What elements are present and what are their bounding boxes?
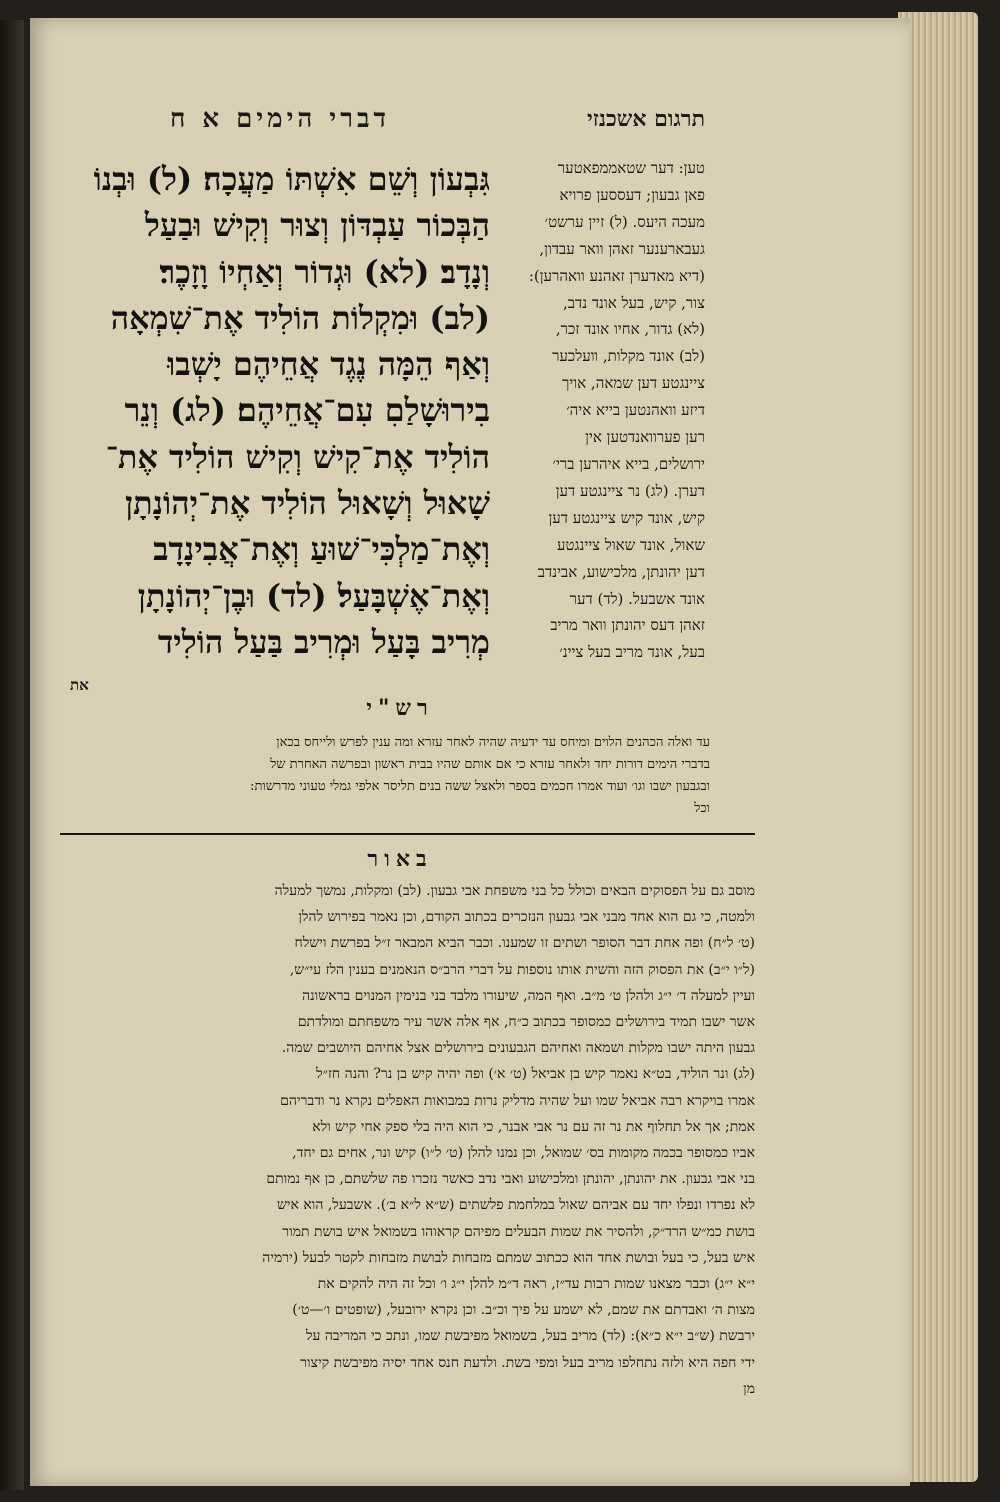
section-divider bbox=[60, 833, 755, 835]
page-title-translation: תרגום אשכנזי bbox=[586, 106, 705, 132]
biur-heading: באור bbox=[367, 846, 433, 872]
main-text-line: הוֹלִיד אֶת־קִישׁ וְקִישׁ הוֹלִיד אֶת־ bbox=[105, 437, 490, 476]
translation-line: ציינגטע דען שמאה, אויך bbox=[562, 374, 705, 393]
translation-line: (לב) אונד מקלות, װעלכער bbox=[552, 347, 705, 366]
biur-line: אביו כמסופר בכמה מקומות בס׳ שמואל, וכן נמנו להלן (ט׳ ל״ו) קיש ונר, אחים גם יחד, bbox=[292, 1145, 755, 1162]
translation-line: בעל, אונד מריב בעל ציינ׳ bbox=[559, 643, 705, 662]
biur-line: מן bbox=[743, 1380, 755, 1397]
main-text-line: וְנָדָב׃ (לא) וּגְדוֹר וְאַחְיוֹ וָזָכֶר׃ bbox=[159, 252, 490, 291]
rashi-line: בדברי הימים דורות יחד ולאחר עזרא כי אם אותם שהיו בבית ראשון ובפרשה האחרת של bbox=[270, 757, 710, 772]
biur-line: איש בעל, כי בעל ובושת אחד הוא ככתוב שמתם מזבחות לבושת מזבחות לקטר לבעל (ירמיה bbox=[262, 1249, 755, 1266]
biur-line: גבעון היתה ישבו מקלות ושמאה ואחיהם הגבעונים בירושלים אצל אחיהם היושבים שמה. bbox=[281, 1040, 755, 1057]
biur-commentary bbox=[60, 878, 755, 1402]
book-spine-shadow bbox=[0, 20, 24, 1490]
biur-line: אמת; אך אל תחלוף את נר זה עם נר אבי אבנר, כי הוא היה בלי ספק אחי קיש ולא bbox=[312, 1118, 755, 1135]
main-text-line: גִּבְעוֹן וְשֵׁם אִשְׁתּוֹ מַעֲכָה׃ (ל) וּבְנוֹ bbox=[93, 160, 490, 198]
main-text-line: וְאֶת־מַלְכִּי־שׁוּעַ וְאֶת־אֲבִינָדָב bbox=[153, 530, 490, 569]
translation-line: דיזע וואהנטען בייא איה׳ bbox=[566, 401, 705, 420]
translation-line: געבארענער זאהן וואר עבדון, bbox=[539, 239, 705, 258]
biur-line: מצות ה׳ ואבדתם את שמם, לא ישמע על פיך וכ״ב. וכן נקרא ירובעל, (שופטים ו׳—ט׳) bbox=[292, 1302, 755, 1319]
translation-line: מעכה היעס. (ל) זיין ערשט׳ bbox=[544, 212, 705, 231]
translation-line: טען: דער שטאממפאטער bbox=[557, 159, 705, 177]
biur-line: ולמטה, כי גם הוא אחד מבני אבי גבעון הנזכרים בכתוב הקודם, וכן נאמר בפירוש להלן bbox=[298, 909, 755, 926]
translation-line: שאול, אונד שאול ציינגטע bbox=[556, 535, 705, 554]
translation-line: רען פערוואנדטען אין bbox=[585, 428, 705, 447]
translation-line: דערן. (לג) נר ציינגטע דען bbox=[555, 481, 705, 500]
main-text-line: הַבְּכוֹר עַבְדּוֹן וְצוּר וְקִישׁ וּבַעַל bbox=[144, 206, 490, 245]
biur-line: אמרו בויקרא רבה אביאל שמו ועל שהיה מדליק נרות במבואות האפלים נקרא נר ודבריהם bbox=[280, 1092, 755, 1109]
biur-line: (לג) ונר הוליד, בט״א נאמר קיש בן אביאל (ט׳ א׳) ופה יהיה קיש בן נר? והנה חז״ל bbox=[316, 1066, 755, 1083]
translation-line: אונד אשבעל. (לד) דער bbox=[569, 589, 705, 608]
main-text-line: שָׁאוּל וְשָׁאוּל הוֹלִיד אֶת־יְהוֹנָתָן bbox=[124, 484, 490, 523]
rashi-line: וכל bbox=[694, 801, 710, 816]
main-hebrew-text bbox=[60, 156, 490, 665]
biur-line: ירבשת (ש״ב י״א כ״א): (לד) מריב בעל, בשמואל מפיבשת שמו, ונתכ כי המריבה על bbox=[305, 1328, 755, 1345]
main-text-line: מְרִיב בָּעַל וּמְרִיב בַּעַל הוֹלִיד bbox=[157, 622, 490, 661]
biur-line: לא נפרדו ונפלו יחד עם אביהם שאול במלחמת פלשתים (ש״א ל״א ב׳). אשבעל, הוא איש bbox=[276, 1197, 755, 1214]
biur-line: (ט׳ ל״ח) ופה אחת דבר הסופר ושתים זו שמענו. וכבר הביא המבאר ז״ל בפרשת וישלח bbox=[294, 935, 755, 952]
rashi-line: ובגבעון ישבו וגו׳ ועוד אמרו חכמים בספר ולאצל ששה בנים תליסר אלפי גמלי טעוני מדרשות: bbox=[250, 779, 710, 794]
biur-line: ועיין למעלה ד׳ י״ג ולהלן ט׳ מ״ב. ואף המה, שיעורו מלבד בני בנימין המנוים בראשונה bbox=[302, 987, 755, 1004]
biur-line: י״א י״ג) וכבר מצאנו שמות רבות עד״ז, ראה ד״מ להלן י״ג ו׳ וכל זה היה להקים את bbox=[317, 1276, 755, 1293]
biur-line: מוסב גם על הפסוקים הבאים וכולל כל בני משפחת אבי גבעון. (לב) ומקלות, נמשך למעלה bbox=[274, 883, 755, 899]
main-text-line: (לב) וּמִקְלוֹת הוֹלִיד אֶת־שִׁמְאָה bbox=[110, 298, 490, 337]
translation-line: צור, קיש, בעל אונד נדב, bbox=[562, 293, 705, 312]
translation-line: פאן גבעון; דעססען פרויא bbox=[559, 185, 705, 204]
biur-line: ידי חפה היא ולזה נתחלפו מריב בעל ומפי בשת. ולדעת חנס אחד יסיה מפיבשת קיצור bbox=[300, 1354, 755, 1371]
biur-line: אשר ישבו תמיד בירושלים כמסופר בכתוב כ״ח, אף אלה אשר עיר משפחתם ומולדתם bbox=[297, 1014, 755, 1031]
page-title-book: דברי הימים א ח bbox=[169, 104, 391, 134]
translation-line: דען יהונתן, מלכישוע, אבינדב bbox=[537, 562, 705, 581]
main-text-line: בִירוּשָׁלַםִ עִם־אֲחֵיהֶם׃ (לג) וְנֵר bbox=[124, 391, 490, 430]
main-catchword: את bbox=[70, 676, 89, 694]
yiddish-translation-column bbox=[505, 155, 705, 666]
biur-line: בושת כמ״ש הרד״ק, ולהסיר את שמות הבעלים מפיהם קראוהו בשמואל איש בושת תמור bbox=[282, 1223, 755, 1240]
translation-line: זאהן דעס יהונתן וואר מריב bbox=[550, 616, 705, 635]
main-text-line: וְאַף הֵמָּה נֶגֶד אֲחֵיהֶם יָשְׁבוּ bbox=[167, 345, 490, 384]
rashi-line: עד ואלה הכהנים הלוים ומיחס עד ידעיה שהיה לאחר עזרא ומה ענין לפרש ולייחס בכאן bbox=[276, 735, 710, 750]
main-text-line: וְאֶת־אֶשְׁבָּעַל׃ (לד) וּבֶן־יְהוֹנָתָן bbox=[137, 576, 490, 615]
rashi-commentary bbox=[60, 732, 710, 820]
rashi-heading: רש"י bbox=[366, 695, 434, 721]
translation-line: קיש, אונד קיש ציינגטע דען bbox=[548, 508, 705, 527]
biur-line: בני אבי גבעון. את יהונתן, יהונתן ומלכישוע ואבי נדב כאשר נזכרו פה שלשתם, כן אף נמותם bbox=[266, 1171, 755, 1188]
page-edges bbox=[898, 12, 978, 1482]
biur-line: (ל״ו י״ב) את הפסוק הזה והשית אותו נוספות על דברי הרב״ס הנאמנים בענין הלז עי״ש, bbox=[289, 961, 755, 978]
translation-line: ירושלים, בייא איהרען ברי׳ bbox=[552, 454, 705, 473]
translation-line: (לא) גדור, אחיו אונד זכר, bbox=[555, 320, 705, 339]
translation-line: (דיא מאדערן זאהנע וואהרען): bbox=[528, 266, 705, 285]
